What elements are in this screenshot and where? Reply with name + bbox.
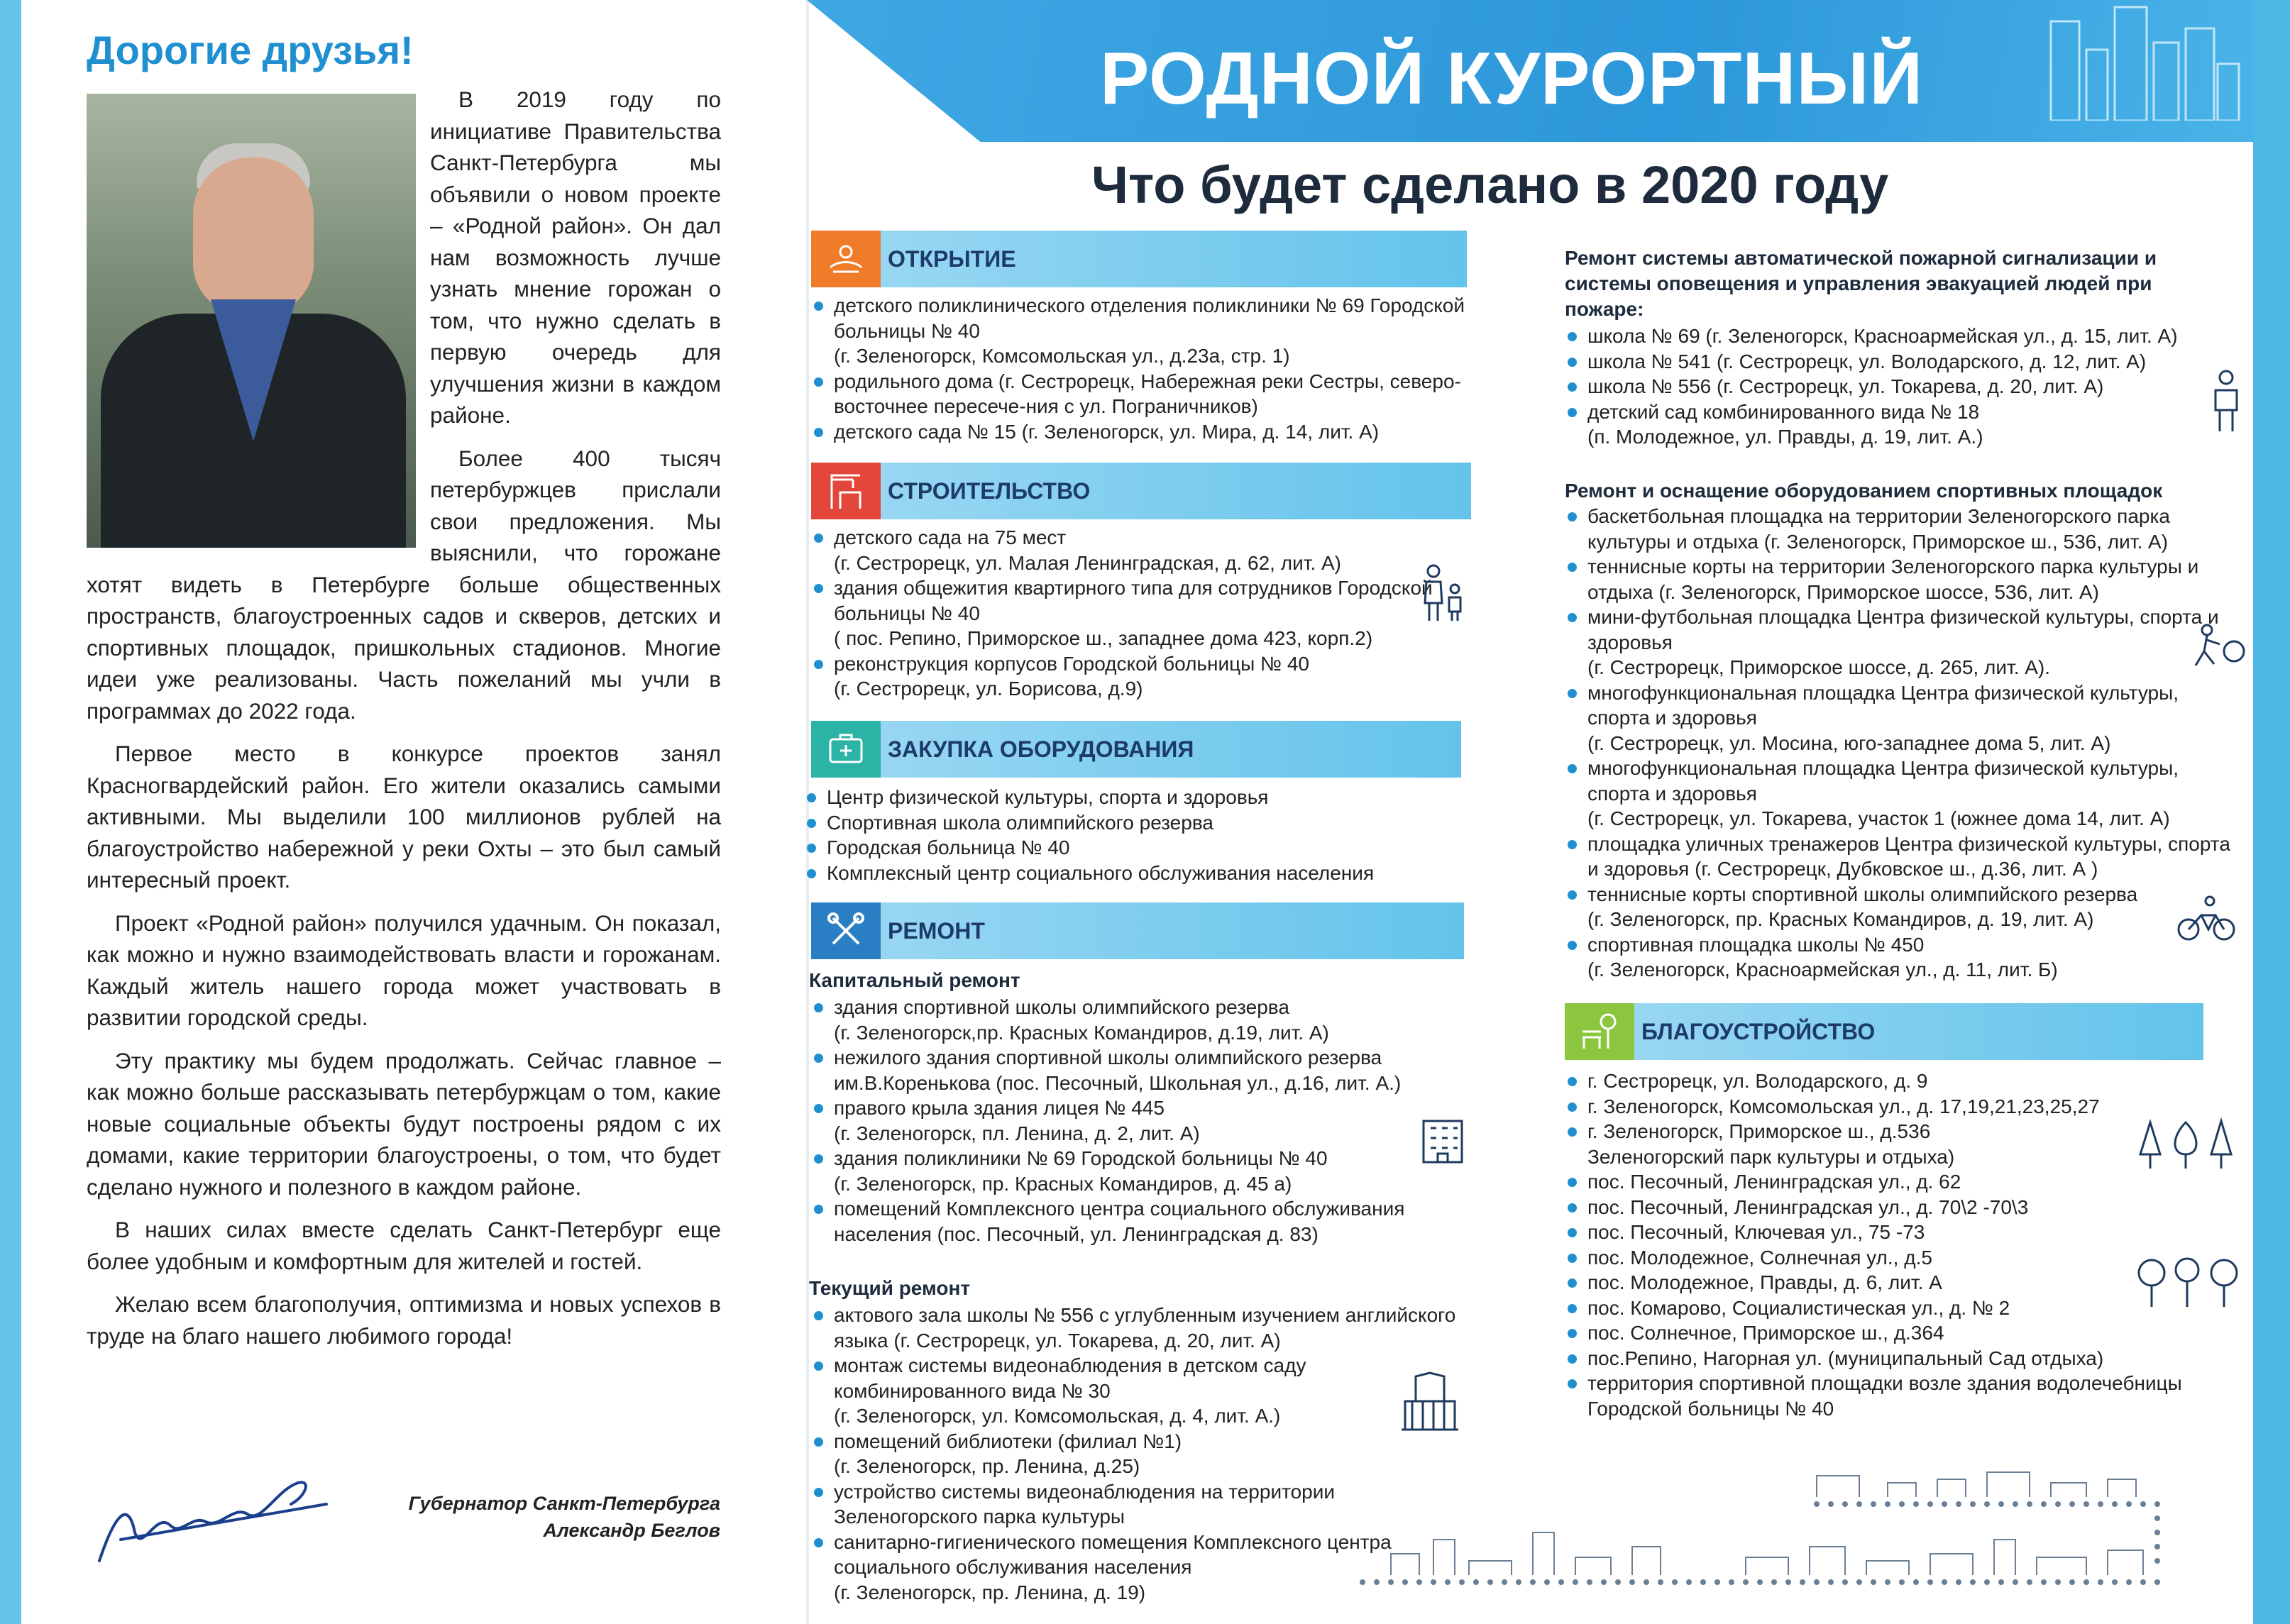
item-text: здания поликлиники № 69 Городской больницы № 40 bbox=[834, 1147, 1328, 1169]
governor-title: Губернатор Санкт-Петербурга bbox=[408, 1493, 720, 1514]
list-item bbox=[1565, 554, 2246, 604]
list-item bbox=[811, 1146, 1478, 1196]
cyclist-icon bbox=[2176, 894, 2237, 944]
list-item bbox=[1565, 1169, 2218, 1195]
item-text: родильного дома (г. Сестрорецк, Набережная реки Сестры, северо-восточнее пересече-ния с ул. Пограничников) bbox=[834, 370, 1461, 417]
item-address: (г. Сестрорецк, ул. Токарева, участок 1 (южнее дома 14, лит. А) bbox=[1587, 807, 2170, 829]
list-item bbox=[1565, 374, 2246, 399]
baby-hands-icon bbox=[811, 231, 881, 287]
list-item bbox=[1565, 1346, 2218, 1371]
item-address: (г. Сестрорецк, ул. Борисова, д.9) bbox=[834, 678, 1143, 700]
list-item bbox=[1565, 399, 2246, 450]
item-text: территория спортивной площадки возле здания водолечебницы Городской больницы № 40 bbox=[1587, 1372, 2182, 1420]
list-item bbox=[811, 575, 1436, 651]
handwritten-signature bbox=[92, 1454, 341, 1575]
section-title: СТРОИТЕЛЬСТВО bbox=[888, 478, 1091, 504]
item-text: площадка уличных тренажеров Центра физической культуры, спорта и здоровья (г. Сестрорецк, Дубковское ш., д.36, лит. А ) bbox=[1587, 832, 2230, 880]
opening-list bbox=[811, 293, 1485, 444]
item-address: (г. Зеленогорск, пл. Ленина, д. 2, лит. А) bbox=[834, 1122, 1200, 1144]
item-text: пос. Песочный, Ключевая ул., 75 -73 bbox=[1587, 1221, 1925, 1243]
list-item bbox=[1565, 504, 2246, 554]
item-text: баскетбольная площадка на территории Зеленогорского парка культуры и отдыха (г. Зеленогорск, Приморское ш., 536, лит. А) bbox=[1587, 505, 2170, 553]
section-header-landscaping bbox=[1565, 1003, 2203, 1060]
item-text: г. Зеленогорск, Комсомольская ул., д. 17,19,21,23,25,27 bbox=[1587, 1095, 2100, 1117]
list-item bbox=[1565, 324, 2246, 349]
item-address: (г. Зеленогорск, пр. Красных Командиров, д. 19, лит. А) bbox=[1587, 908, 2094, 930]
list-item bbox=[1565, 1245, 2218, 1271]
section-header-equipment bbox=[811, 721, 1461, 778]
item-address: (г. Зеленогорск, пр. Красных Командиров, д. 45 а) bbox=[834, 1172, 1292, 1195]
city-illustration-icon bbox=[1348, 1469, 2250, 1596]
trees-icon bbox=[2136, 1115, 2242, 1172]
item-address: ( пос. Репино, Приморское ш., западнее дома 423, корп.2) bbox=[834, 627, 1373, 649]
list-item: Комплексный центр социального обслуживания населения bbox=[804, 861, 1478, 886]
photo-space bbox=[87, 84, 430, 560]
list-item bbox=[1565, 1371, 2218, 1421]
parent-child-icon bbox=[1418, 560, 1468, 624]
item-text: мини-футбольная площадка Центра физической культуры, спорта и здоровья bbox=[1587, 606, 2219, 653]
item-text: здания спортивной школы олимпийского резерва bbox=[834, 996, 1289, 1018]
item-text: пос. Комарово, Социалистическая ул., д. № 2 bbox=[1587, 1296, 2010, 1319]
item-text: пос. Солнечное, Приморское ш., д.364 bbox=[1587, 1322, 1944, 1344]
item-address: (г. Зеленогорск, пр. Ленина, д. 19) bbox=[834, 1581, 1146, 1603]
item-text: помещений библиотеки (филиал №1) bbox=[834, 1430, 1182, 1452]
construction-list bbox=[811, 525, 1436, 702]
section-header-repair bbox=[811, 902, 1464, 959]
letter-paragraph: Эту практику мы будем продолжать. Сейчас главное – как можно больше рассказывать петербуржцам о том, какие новые социальные объекты будут построены рядом с их домами, какие территории благоустроены, о том, что будет сделано нужного и полезного в каждом районе. bbox=[87, 1047, 721, 1200]
sports-grounds-heading: Ремонт и оснащение оборудованием спортивных площадок bbox=[1565, 480, 2163, 502]
item-text: многофункциональная площадка Центра физической культуры, спорта и здоровья bbox=[1587, 757, 2179, 805]
list-item bbox=[1565, 604, 2246, 680]
item-text: устройство системы видеонаблюдения на территории Зеленогорского парка культуры bbox=[834, 1480, 1336, 1528]
capital-repair-list bbox=[811, 995, 1478, 1247]
item-text: теннисные корты на территории Зеленогорского парка культуры и отдыха (г. Зеленогорск, Приморское шоссе, 536, лит. А) bbox=[1587, 556, 2199, 603]
item-text: детского сада № 15 (г. Зеленогорск, ул. Мира, д. 14, лит. А) bbox=[834, 420, 1380, 443]
list-item bbox=[1565, 882, 2246, 932]
item-text: школа № 69 (г. Зеленогорск, Красноармейская ул., д. 15, лит. А) bbox=[1587, 325, 2178, 347]
landscaping-list bbox=[1565, 1068, 2218, 1421]
tools-icon bbox=[811, 902, 881, 959]
list-item bbox=[1565, 1068, 2218, 1094]
item-text: многофункциональная площадка Центра физической культуры, спорта и здоровья bbox=[1587, 681, 2179, 729]
sports-grounds-list bbox=[1565, 504, 2246, 983]
section-title: ОТКРЫТИЕ bbox=[888, 246, 1016, 272]
governor-signature-block bbox=[397, 1490, 720, 1544]
list-item bbox=[1565, 349, 2246, 375]
item-address: Зеленогорский парк культуры и отдыха) bbox=[1587, 1145, 1955, 1168]
item-text: школа № 556 (г. Сестрорецк, ул. Токарева, д. 20, лит. А) bbox=[1587, 375, 2104, 397]
list-item bbox=[811, 293, 1485, 369]
section-title: БЛАГОУСТРОЙСТВО bbox=[1641, 1019, 1876, 1044]
district-brand-title: РОДНОЙ КУРОРТНЫЙ bbox=[1100, 38, 1924, 120]
right-border-strip bbox=[2253, 0, 2290, 1624]
item-address: (г. Зеленогорск, Красноармейская ул., д. 11, лит. Б) bbox=[1587, 959, 2058, 981]
current-repair-heading: Текущий ремонт bbox=[809, 1277, 971, 1299]
list-item bbox=[1565, 1220, 2218, 1245]
item-text: г. Зеленогорск, Приморское ш., д.536 bbox=[1587, 1120, 1931, 1142]
list-item bbox=[811, 1353, 1478, 1429]
list-item: Спортивная школа олимпийского резерва bbox=[804, 810, 1478, 836]
item-text: г. Сестрорецк, ул. Володарского, д. 9 bbox=[1587, 1070, 1928, 1092]
medical-kit-icon bbox=[811, 721, 881, 778]
list-item: Центр физической культуры, спорта и здоровья bbox=[804, 785, 1478, 810]
school-building-icon bbox=[1418, 1107, 1468, 1171]
item-text: пос. Молодежное, Солнечная ул., д.5 bbox=[1587, 1246, 1932, 1269]
left-border-strip bbox=[0, 0, 21, 1624]
item-text: пос. Песочный, Ленинградская ул., д. 62 bbox=[1587, 1171, 1961, 1193]
item-text: детского поликлинического отделения поликлиники № 69 Городской больницы № 40 bbox=[834, 294, 1465, 342]
item-text: теннисные корты спортивной школы олимпийского резерва bbox=[1587, 883, 2138, 905]
item-address: (г. Зеленогорск, Комсомольская ул., д.23а, стр. 1) bbox=[834, 345, 1290, 367]
list-item bbox=[811, 1045, 1478, 1095]
greeting-heading: Дорогие друзья! bbox=[87, 28, 414, 72]
capital-repair-heading: Капитальный ремонт bbox=[809, 969, 1020, 991]
list-item bbox=[811, 525, 1436, 575]
item-text: детского сада на 75 мест bbox=[834, 526, 1067, 548]
letter-paragraph: В 2019 году по инициативе Правительства Санкт-Петербурга мы объявили о новом проекте – «Родной район». Он дал нам возможность лучше узнать мнение горожан о том, что нужно сделать в первую очередь для улучшения жизни в каждом районе. bbox=[430, 87, 721, 428]
section-header-construction bbox=[811, 463, 1471, 519]
letter-paragraph: Более 400 тысяч петербуржцев прислали свои предложения. Мы выяснили, что горожане хотят видеть в Петербурге больше общественных пространств, благоустроенных садов и скверов, детских и спортивных площадок, пришкольных стадионов. Многие идеи уже реализованы. Часть пожеланий мы учли в программах до 2022 года. bbox=[87, 445, 721, 724]
list-item bbox=[1565, 1119, 2218, 1169]
fire-alarm-heading: Ремонт системы автоматической пожарной сигнализации и системы оповещения и управления эвакуацией людей при пожаре: bbox=[1565, 247, 2157, 320]
item-text: пос.Репино, Нагорная ул. (муниципальный Сад отдыха) bbox=[1587, 1347, 2104, 1369]
item-text: детский сад комбинированного вида № 18 bbox=[1587, 400, 1980, 423]
list-item bbox=[811, 1196, 1478, 1247]
item-text: актового зала школы № 556 с углубленным изучением английского языка (г. Сестрорецк, ул. Токарева, д. 20, лит. А) bbox=[834, 1304, 1456, 1352]
item-address: (г. Зеленогорск,пр. Красных Командиров, д.19, лит. А) bbox=[834, 1021, 1329, 1044]
item-text: нежилого здания спортивной школы олимпийского резерва им.В.Коренькова (пос. Песочный, Школьная ул., д.16, лит. А.) bbox=[834, 1046, 1402, 1094]
list-item bbox=[1565, 680, 2246, 756]
item-address: (г. Сестрорецк, ул. Мосина, юго-западнее дома 5, лит. А) bbox=[1587, 731, 2111, 754]
list-item bbox=[1565, 832, 2246, 882]
item-text: правого крыла здания лицея № 445 bbox=[834, 1097, 1165, 1119]
item-address: (г. Сестрорецк, ул. Малая Ленинградская, д. 62, лит. А) bbox=[834, 551, 1341, 574]
item-text: монтаж системы видеонаблюдения в детском саду комбинированного вида № 30 bbox=[834, 1354, 1306, 1402]
list-item bbox=[811, 1095, 1478, 1146]
plan-subtitle: Что будет сделано в 2020 году bbox=[1091, 155, 1889, 214]
equipment-list bbox=[804, 785, 1478, 885]
list-item bbox=[1565, 932, 2246, 983]
letter-paragraph: В наших силах вместе сделать Санкт-Петербург еще более удобным и комфортным для жителей и гостей. bbox=[87, 1217, 721, 1274]
list-item: Городская больница № 40 bbox=[804, 835, 1478, 861]
item-address: (г. Зеленогорск, пр. Ленина, д.25) bbox=[834, 1455, 1140, 1477]
item-text: помещений Комплексного центра социального обслуживания населения (пос. Песочный, ул. Ленинградская д. 83) bbox=[834, 1198, 1405, 1245]
item-text: школа № 541 (г. Сестрорецк, ул. Володарского, д. 12, лит. А) bbox=[1587, 350, 2147, 372]
list-item bbox=[811, 651, 1436, 702]
list-item bbox=[1565, 1270, 2218, 1296]
item-text: пос. Молодежное, Правды, д. 6, лит. А bbox=[1587, 1271, 1942, 1293]
list-item bbox=[1565, 1094, 2218, 1120]
item-text: санитарно-гигиенического помещения Комплексного центра социального обслуживания населения bbox=[834, 1530, 1392, 1578]
list-item bbox=[1565, 1296, 2218, 1321]
park-bench-icon bbox=[1565, 1003, 1634, 1060]
item-address: (г. Зеленогорск, ул. Комсомольская, д. 4, лит. А.) bbox=[834, 1405, 1281, 1427]
item-address: (г. Сестрорецк, Приморское шоссе, д. 265, лит. А). bbox=[1587, 656, 2051, 678]
item-text: спортивная площадка школы № 450 bbox=[1587, 933, 1925, 956]
letter-paragraph: Желаю всем благополучия, оптимизма и новых успехов в труде на благо нашего любимого города! bbox=[87, 1291, 721, 1349]
letter-paragraph: Проект «Родной район» получился удачным. Он показал, как можно и нужно взаимодействовать власти и горожанам. Каждый житель нашего города может участвовать в развитии городской среды. bbox=[87, 910, 721, 1030]
list-item bbox=[811, 419, 1485, 445]
round-trees-icon bbox=[2136, 1253, 2242, 1310]
city-skyline-icon bbox=[2044, 0, 2242, 121]
item-text: пос. Песочный, Ленинградская ул., д. 70\2 -70\3 bbox=[1587, 1195, 2029, 1218]
person-icon bbox=[2208, 369, 2244, 433]
fire-alarm-list bbox=[1565, 324, 2246, 450]
letter-body bbox=[87, 84, 721, 1363]
governor-name: Александр Беглов bbox=[543, 1520, 720, 1541]
item-address: (п. Молодежное, ул. Правды, д. 19, лит. А.) bbox=[1587, 426, 1983, 448]
letter-paragraph: Первое место в конкурсе проектов занял Красногвардейский район. Его жители оказались самыми активными. Мы выделили 100 миллионов рублей на благоустройство набережной у реки Охты – это был самый интересный проект. bbox=[87, 741, 721, 893]
list-item bbox=[811, 369, 1485, 419]
football-player-icon bbox=[2191, 616, 2248, 680]
section-title: ЗАКУПКА ОБОРУДОВАНИЯ bbox=[888, 736, 1194, 762]
item-text: реконструкция корпусов Городской больницы № 40 bbox=[834, 652, 1310, 675]
list-item bbox=[811, 995, 1478, 1045]
list-item bbox=[811, 1303, 1478, 1353]
list-item bbox=[1565, 756, 2246, 832]
section-title: РЕМОНТ bbox=[888, 918, 985, 944]
crane-icon bbox=[811, 463, 881, 519]
city-hall-icon bbox=[1398, 1369, 1462, 1433]
section-header-opening bbox=[811, 231, 1467, 287]
item-text: здания общежития квартирного типа для сотрудников Городской больницы № 40 bbox=[834, 577, 1433, 624]
list-item bbox=[1565, 1195, 2218, 1220]
list-item bbox=[1565, 1320, 2218, 1346]
